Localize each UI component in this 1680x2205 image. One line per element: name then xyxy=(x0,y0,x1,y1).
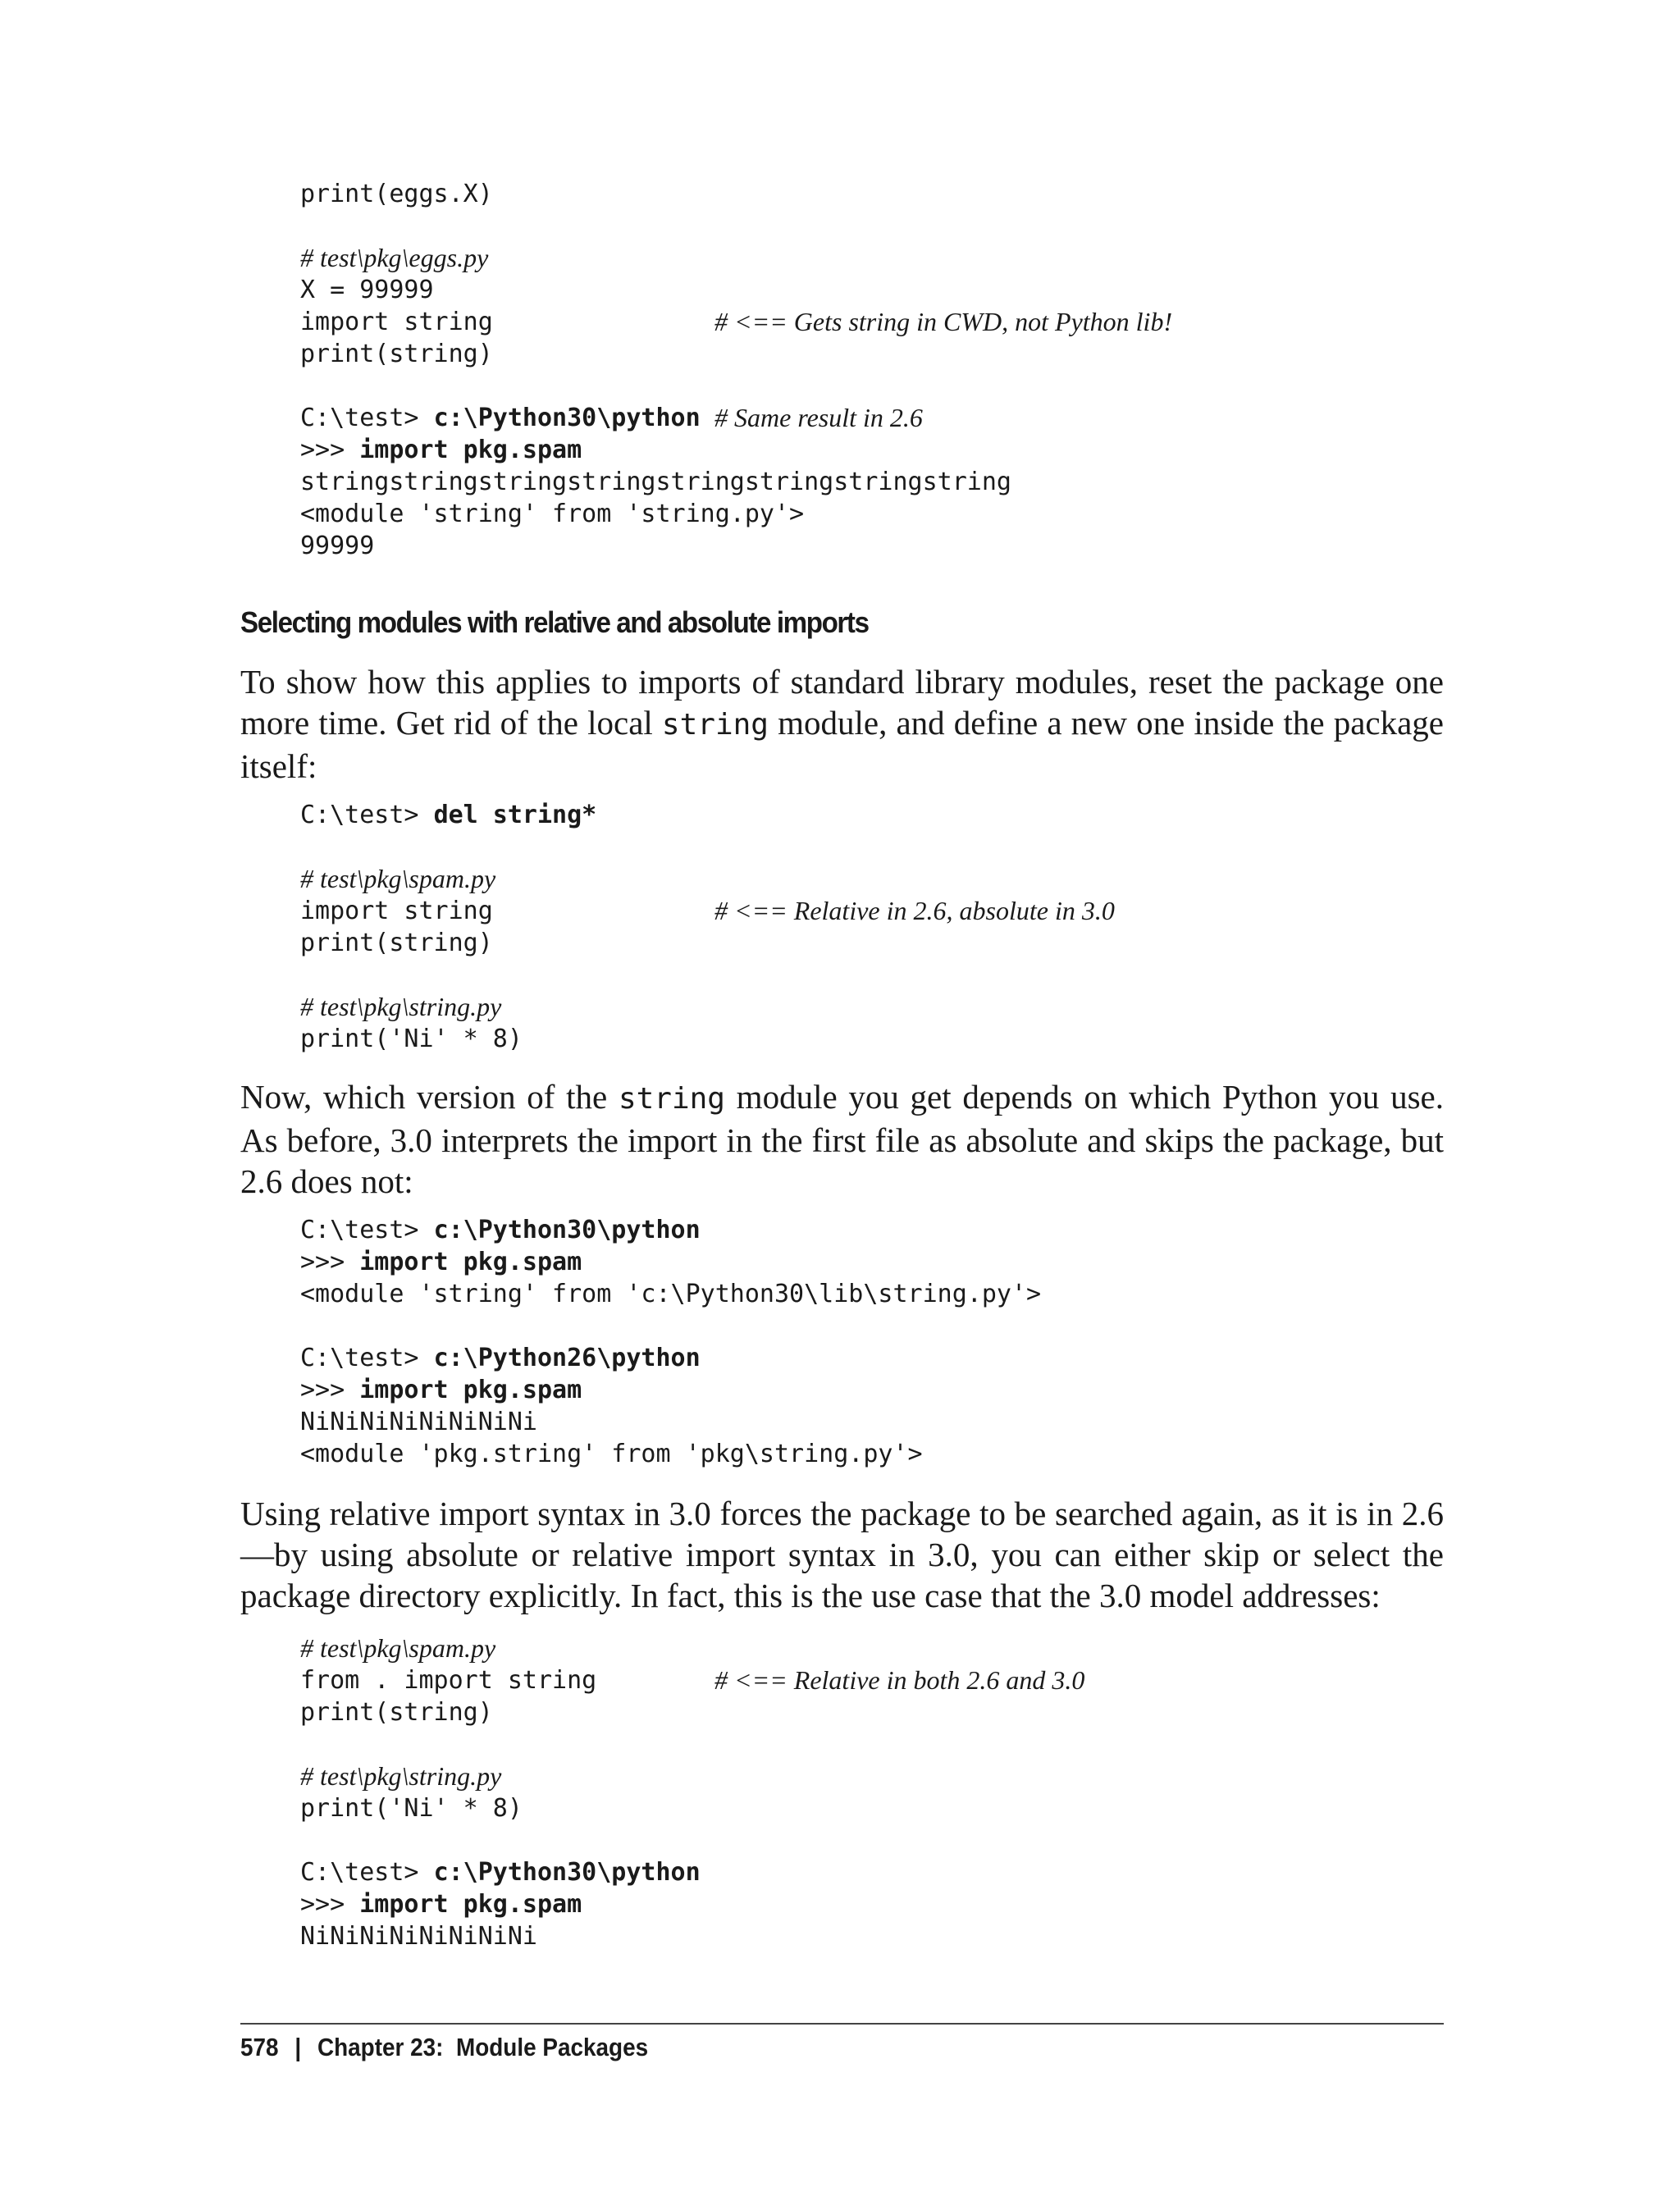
code-comment: # test\pkg\string.py xyxy=(300,992,502,1021)
code-line: import string # <== Relative in 2.6, absolute in 3.0 xyxy=(300,896,1115,925)
code-line: <module 'string' from 'string.py'> xyxy=(300,500,805,528)
code-line: >>> import pkg.spam xyxy=(300,436,582,464)
code-comment: # test\pkg\spam.py xyxy=(300,864,496,893)
chapter-title: Chapter 23: Module Packages xyxy=(317,2033,649,2061)
page-number: 578 xyxy=(240,2033,279,2061)
code-line: print('Ni' * 8) xyxy=(300,1025,523,1053)
code-line: import string # <== Gets string in CWD, not Python lib! xyxy=(300,307,1173,336)
code-comment: # <== Gets string in CWD, not Python lib! xyxy=(714,307,1173,336)
code-line: print('Ni' * 8) xyxy=(300,1794,523,1823)
code-comment: # <== Relative in both 2.6 and 3.0 xyxy=(714,1665,1085,1695)
code-block-1 xyxy=(300,178,1173,562)
footer-separator: | xyxy=(294,2033,302,2061)
code-line: from . import string # <== Relative in both 2.6 and 3.0 xyxy=(300,1665,1085,1695)
code-line: >>> import pkg.spam xyxy=(300,1248,582,1276)
code-block-4 xyxy=(300,1632,1085,1952)
code-line: NiNiNiNiNiNiNiNi xyxy=(300,1922,537,1951)
code-line: print(string) xyxy=(300,340,493,368)
code-line: >>> import pkg.spam xyxy=(300,1376,582,1404)
code-line: C:\test> del string* xyxy=(300,801,597,829)
code-comment: # test\pkg\eggs.py xyxy=(300,243,489,272)
page-footer xyxy=(240,2033,648,2062)
code-block-3 xyxy=(300,1214,1041,1470)
paragraph-2: Now, which version of the string module you get depends on which Python you use. As before, 3.0 interprets the import in the first file as absolute and skips the package, but 2.6 does not: xyxy=(240,1078,1444,1200)
code-line: C:\test> c:\Python30\python xyxy=(300,1858,701,1887)
code-line: NiNiNiNiNiNiNiNi xyxy=(300,1408,537,1436)
footer-rule xyxy=(240,2023,1444,2025)
paragraph-3: Using relative import syntax in 3.0 forces the package to be searched again, as it is in 2.6—by using absolute or relative import syntax in 3.0, you can either skip or select the package directory explicitly. In fact, this is the use case that the 3.0 model addresses: xyxy=(240,1495,1444,1614)
code-line: <module 'string' from 'c:\Python30\lib\string.py'> xyxy=(300,1280,1042,1308)
code-line: print(eggs.X) xyxy=(300,180,493,208)
code-block-2 xyxy=(300,799,1115,1055)
code-comment: # <== Relative in 2.6, absolute in 3.0 xyxy=(714,896,1115,925)
code-line: >>> import pkg.spam xyxy=(300,1890,582,1919)
code-line: print(string) xyxy=(300,1698,493,1727)
code-line: print(string) xyxy=(300,929,493,957)
code-comment: # test\pkg\string.py xyxy=(300,1761,502,1791)
paragraph-1: To show how this applies to imports of standard library modules, reset the package one more time. Get rid of the local string module, and define a new one inside the package itself: xyxy=(240,663,1444,785)
code-comment: # Same result in 2.6 xyxy=(714,403,923,432)
code-line: 99999 xyxy=(300,532,375,560)
code-line: stringstringstringstringstringstringstringstring xyxy=(300,468,1011,496)
section-heading: Selecting modules with relative and absolute imports xyxy=(240,605,869,639)
code-line: X = 99999 xyxy=(300,276,434,304)
code-line: C:\test> c:\Python30\python xyxy=(300,1216,701,1244)
code-line: C:\test> c:\Python30\python # Same result in 2.6 xyxy=(300,403,923,432)
code-comment: # test\pkg\spam.py xyxy=(300,1633,496,1663)
code-line: <module 'pkg.string' from 'pkg\string.py'> xyxy=(300,1440,923,1468)
code-line: C:\test> c:\Python26\python xyxy=(300,1344,701,1372)
